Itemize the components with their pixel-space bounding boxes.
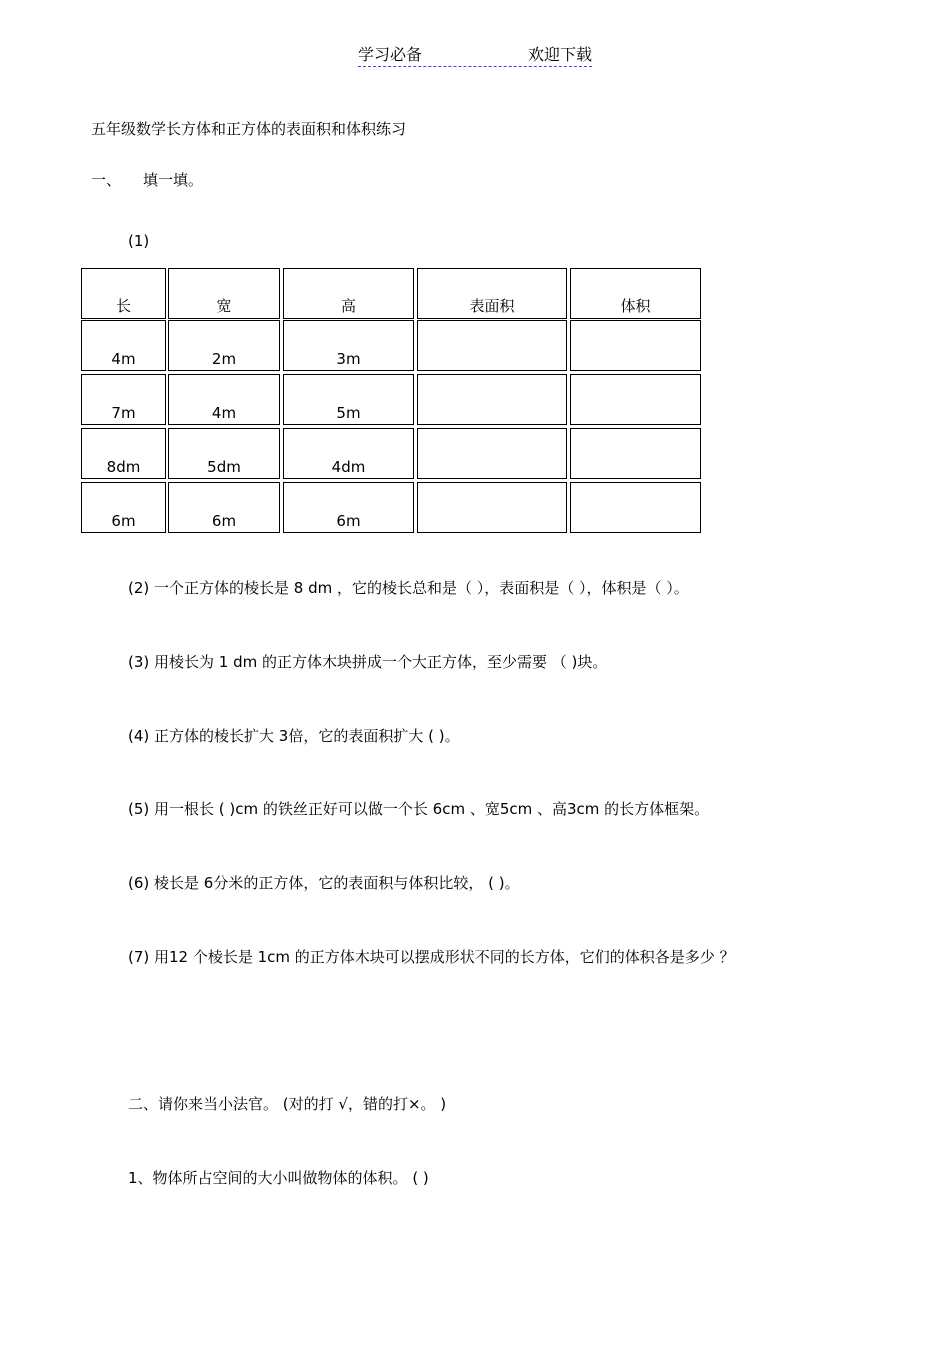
- header-right-text: 欢迎下载: [527, 45, 592, 64]
- table-cell: 3m: [283, 320, 414, 371]
- table-cell: [570, 428, 701, 479]
- table-header-cell: 体积: [570, 268, 701, 319]
- section-1-number: 一、: [91, 171, 122, 189]
- table-cell: 4m: [168, 374, 280, 425]
- table-cell: [570, 320, 701, 371]
- table-cell: 5dm: [168, 428, 280, 479]
- table-cell: 4dm: [283, 428, 414, 479]
- judge-item-1: 1、物体所占空间的大小叫做物体的体积。 ( ): [128, 1169, 429, 1187]
- table-cell: 8dm: [81, 428, 166, 479]
- header-left-text: 学习必备: [358, 45, 423, 64]
- table-cell: [417, 374, 567, 425]
- table-header-cell: 宽: [168, 268, 280, 319]
- table-cell: [570, 482, 701, 533]
- table-cell: [417, 482, 567, 533]
- table-header-cell: 长: [81, 268, 166, 319]
- table-cell: 4m: [81, 320, 166, 371]
- document-title: 五年级数学长方体和正方体的表面积和体积练习: [91, 120, 407, 138]
- table-header-cell: 表面积: [417, 268, 567, 319]
- table-cell: 7m: [81, 374, 166, 425]
- table-cell: 6m: [283, 482, 414, 533]
- table-cell: 6m: [81, 482, 166, 533]
- table-cell: 6m: [168, 482, 280, 533]
- table-cell: 2m: [168, 320, 280, 371]
- question-4: (4) 正方体的棱长扩大 3倍，它的表面积扩大 ( )。: [128, 727, 460, 745]
- question-1-label: (1): [128, 232, 150, 250]
- question-2: (2) 一个正方体的棱长是 8 dm ，它的棱长总和是（ ），表面积是（ ），体积是（ ）。: [128, 579, 689, 597]
- section-1-title: 填一填。: [143, 171, 204, 189]
- table-cell: [570, 374, 701, 425]
- question-5: (5) 用一根长 ( )cm 的铁丝正好可以做一个长 6cm 、宽5cm 、高3cm 的长方体框架。: [128, 800, 710, 818]
- table-cell: [417, 320, 567, 371]
- question-7: (7) 用12 个棱长是 1cm 的正方体木块可以摆成形状不同的长方体，它们的体积各是多少 ？: [128, 948, 735, 966]
- section-2-heading: 二、请你来当小法官。 (对的打 √，错的打×。 ): [128, 1095, 447, 1113]
- section-1-heading: [91, 169, 203, 190]
- table-cell: [417, 428, 567, 479]
- question-3: (3) 用棱长为 1 dm 的正方体木块拼成一个大正方体，至少需要 （ )块。: [128, 653, 608, 671]
- question-6: (6) 棱长是 6分米的正方体，它的表面积与体积比较， ( )。: [128, 874, 520, 892]
- table-header-cell: 高: [283, 268, 414, 319]
- page-header: [358, 42, 592, 67]
- table-cell: 5m: [283, 374, 414, 425]
